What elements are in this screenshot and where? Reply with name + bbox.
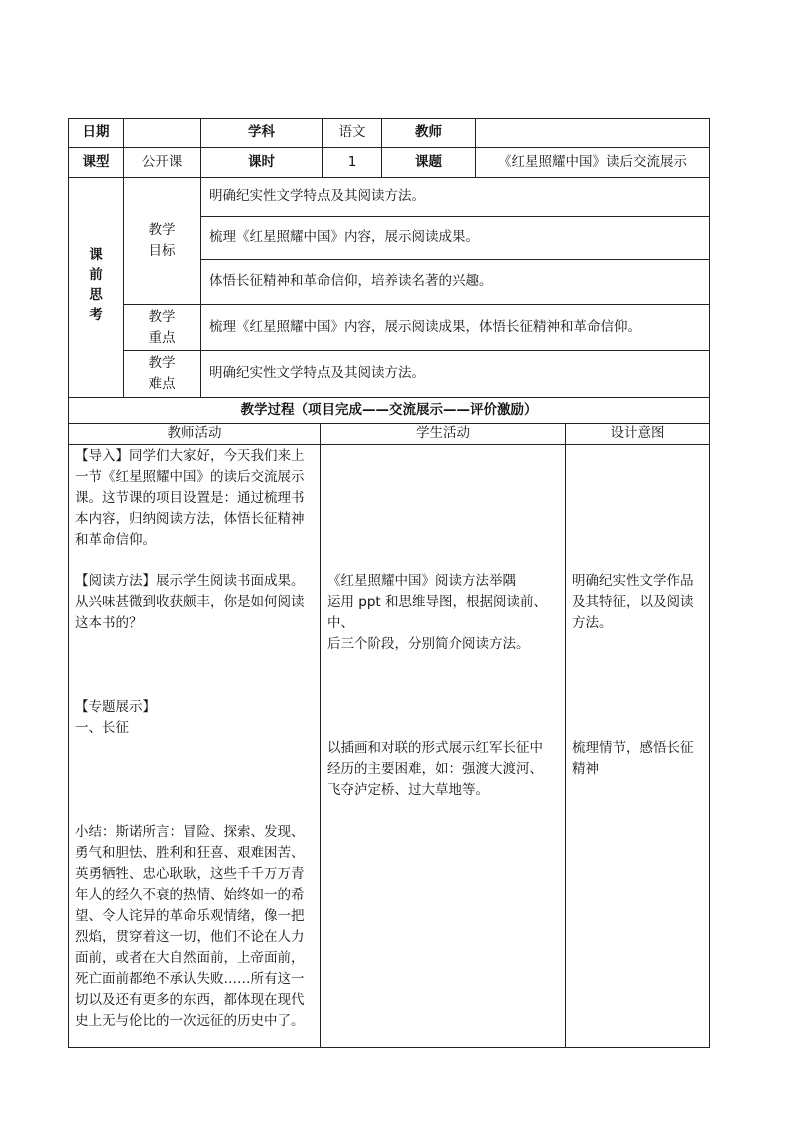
topic-value: 《红星照耀中国》读后交流展示 xyxy=(498,153,687,170)
type-label: 课型 xyxy=(82,153,110,170)
goal-item: 梳理《红星照耀中国》内容，展示阅读成果。 xyxy=(209,229,479,246)
intent-method: 明确纪实性文学作品 及其特征，以及阅读 方法。 xyxy=(572,573,694,631)
key-points-label: 教学 重点 xyxy=(148,308,176,346)
col-divider xyxy=(320,423,321,1048)
type-value: 公开课 xyxy=(141,153,183,170)
key-points-text: 梳理《红星照耀中国》内容，展示阅读成果，体悟长征精神和革命信仰。 xyxy=(209,318,641,335)
goal-item: 明确纪实性文学特点及其阅读方法。 xyxy=(209,188,425,205)
prep-char: 前 xyxy=(89,267,103,283)
subject-label: 学科 xyxy=(248,124,275,141)
column-header-intent: 设计意图 xyxy=(610,425,665,442)
prep-char: 思 xyxy=(89,287,103,303)
difficulties-text: 明确纪实性文学特点及其阅读方法。 xyxy=(209,365,425,382)
student-longmarch: 以插画和对联的形式展示红军长征中 经历的主要困难，如：强渡大渡河、 飞夺泸定桥、过大草地等。 xyxy=(327,740,543,798)
date-value xyxy=(124,119,200,147)
difficulties-label: 教学 难点 xyxy=(148,355,176,392)
prep-char: 考 xyxy=(89,307,103,323)
teacher-intro: 【导入】同学们大家好，今天我们来上 一节《红星照耀中国》的读后交流展示 课。这节课的项目设置是：通过梳理书 本内容，归纳阅读方法，体悟长征精神 和革命信仰。 xyxy=(75,448,305,548)
goals-label: 教学 目标 xyxy=(148,222,176,259)
table-border-bottom xyxy=(68,1047,710,1048)
teacher-topic: 【专题展示】 一、长征 xyxy=(75,699,156,736)
teacher-method: 【阅读方法】展示学生阅读书面成果。 从兴味甚微到收获颇丰，你是如何阅读 这本书的？ xyxy=(75,573,305,631)
intent-longmarch: 梳理情节，感悟长征 精神 xyxy=(572,740,694,777)
teacher-summary: 小结：斯诺所言：冒险、探索、发现、 勇气和胆怯、胜利和狂喜、艰难困苦、 英勇牺牲、忠心耿耿，这些千千万万青 年人的经久不衰的热情、始终如一的希 望、令人诧异的革命乐观情绪，像一把 烈焰，贯穿着这一切，他们不论在人力 面前，或者在大自然面前，上帝面前， 死亡面前都绝不承认失败……所有这一 切以及还有更多的东西，都体现在现代 史上无与伦比的一次远征的历史中了。 xyxy=(75,824,305,1029)
period-label: 课时 xyxy=(248,153,275,170)
period-value: 1 xyxy=(347,153,357,170)
column-header-teacher: 教师活动 xyxy=(167,425,222,442)
teacher-value xyxy=(476,119,709,147)
prep-char: 课 xyxy=(89,247,103,263)
subject-value: 语文 xyxy=(338,124,366,141)
teacher-label: 教师 xyxy=(415,124,442,141)
row-divider xyxy=(68,444,710,445)
topic-label: 课题 xyxy=(415,153,442,170)
goal-item: 体悟长征精神和革命信仰，培养读名著的兴趣。 xyxy=(209,273,493,290)
date-label: 日期 xyxy=(82,124,110,141)
student-method: 《红星照耀中国》阅读方法举隅 运用 ppt 和思维导图，根据阅读前、中、 后三个阶段，分别简介阅读方法。 xyxy=(327,573,548,652)
process-title: 教学过程（项目完成——交流展示——评价激励） xyxy=(240,401,538,418)
col-divider xyxy=(565,423,566,1048)
column-header-student: 学生活动 xyxy=(416,425,470,442)
prep-section-label xyxy=(69,245,123,325)
